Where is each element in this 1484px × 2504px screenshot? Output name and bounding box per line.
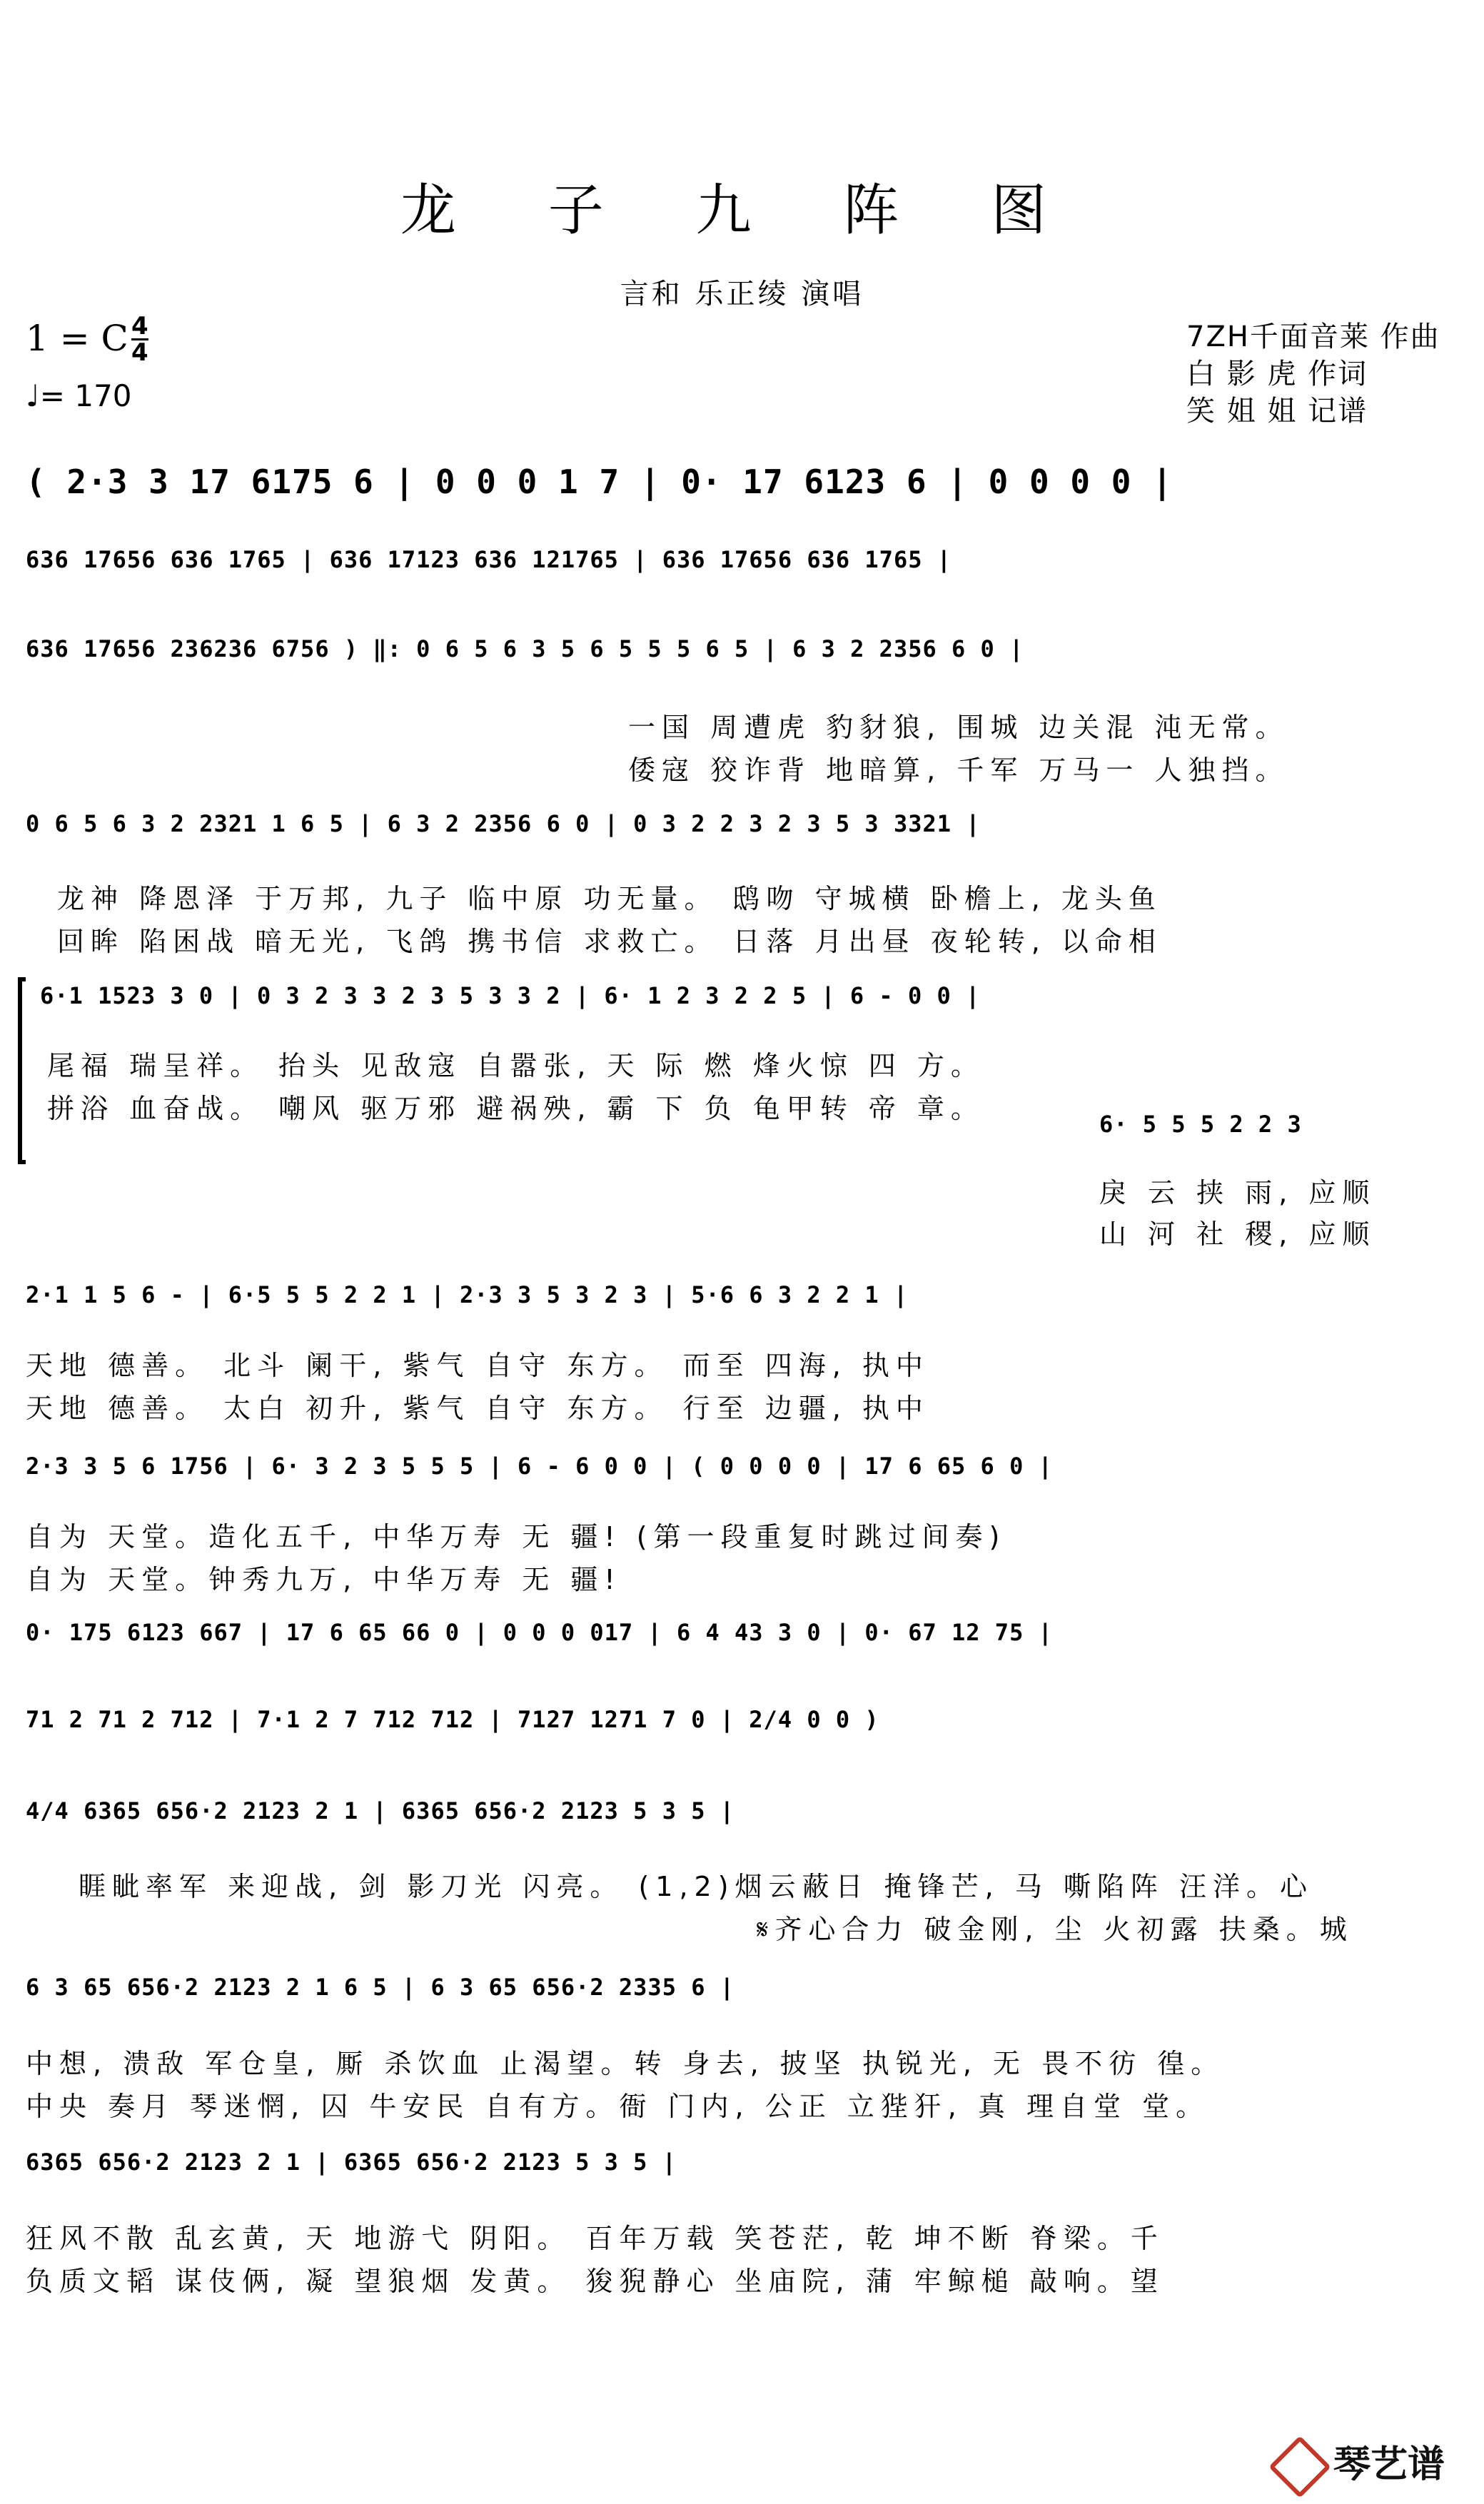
lyrics-row-8-verse-1: 自为 天堂。造化五千, 中华万寿 无 疆! (第一段重复时跳过间奏)	[26, 1521, 1006, 1553]
lyrics-row-6-verse-1: 戾 云 挟 雨, 应顺	[1099, 1177, 1376, 1208]
notation-row-9: 0· 175 6123 667 | 17 6 65 66 0 | 0 0 0 017 | 6 4 43 3 0 | 0· 67 12 75 |	[26, 1619, 1053, 1646]
lyrics-row-3-verse-1: 一国 周遭虎 豹豺狼, 围城 边关混 沌无常。	[628, 712, 1289, 743]
notation-row-5: 6·1 1523 3 0 | 0 3 2 3 3 2 3 5 3 3 2 | 6· 1 2 3 2 2 5 | 6 - 0 0 |	[40, 982, 981, 1009]
lyrics-row-5-verse-1: 尾福 瑞呈祥。 抬头 见敌寇 自嚣张, 天 际 燃 烽火惊 四 方。	[47, 1050, 984, 1081]
lyrics-row-4-verse-2: 回眸 陷困战 暗无光, 飞鸽 携书信 求救亡。 日落 月出昼 夜轮转, 以命相	[57, 926, 1162, 957]
notation-row-8: 2·3 3 5 6 1756 | 6· 3 2 3 5 5 5 | 6 - 6 0 0 | ( 0 0 0 0 | 17 6 65 6 0 |	[26, 1453, 1053, 1480]
singers: 言和 乐正绫 演唱	[620, 278, 864, 311]
logo-text: 琴艺谱	[1333, 2443, 1445, 2486]
time-signature-bottom: 4	[131, 338, 148, 367]
lyrics-row-5-verse-2: 拼浴 血奋战。 嘲风 驱万邪 避祸殃, 霸 下 负 龟甲转 帝 章。	[47, 1093, 984, 1124]
lyrics-row-6-verse-2: 山 河 社 稷, 应顺	[1099, 1218, 1376, 1250]
logo-icon	[1268, 2435, 1331, 2498]
lyrics-row-11-verse-2: 𝄋齐心合力 破金刚, 尘 火初露 扶桑。城	[757, 1914, 1353, 1945]
lyrics-row-7-verse-1: 天地 德善。 北斗 阑干, 紫气 自守 东方。 而至 四海, 执中	[26, 1350, 929, 1381]
time-signature	[131, 314, 148, 365]
lyrics-row-3-verse-2: 倭寇 狡诈背 地暗算, 千军 万马一 人独挡。	[628, 754, 1289, 786]
site-logo	[1278, 2434, 1445, 2489]
lyrics-row-12-verse-1: 中想, 溃敌 军仓皇, 厮 杀饮血 止渴望。转 身去, 披坚 执锐光, 无 畏不彷 徨。	[26, 2048, 1225, 2079]
key-signature: 1 = C	[26, 318, 128, 359]
notation-row-2: 636 17656 636 1765 | 636 17123 636 121765 | 636 17656 636 1765 |	[26, 546, 952, 573]
lyrics-row-12-verse-2: 中央 奏月 琴迷惘, 囚 牛安民 自有方。衙 门内, 公正 立狴犴, 真 理自堂 堂。	[26, 2091, 1210, 2122]
lyrics-row-7-verse-2: 天地 德善。 太白 初升, 紫气 自守 东方。 行至 边疆, 执中	[26, 1393, 929, 1424]
notation-row-11: 4/4 6365 656·2 2123 2 1 | 6365 656·2 2123 5 3 5 |	[26, 1797, 735, 1824]
tempo-marking: ♩= 170	[26, 378, 132, 413]
notation-row-6: 6· 5 5 5 2 2 3	[1099, 1111, 1302, 1138]
notation-row-10: 71 2 71 2 712 | 7·1 2 7 712 712 | 7127 1271 7 0 | 2/4 0 0 )	[26, 1706, 879, 1733]
notation-row-4: 0 6 5 6 3 2 2321 1 6 5 | 6 3 2 2356 6 0 | 0 3 2 2 3 2 3 5 3 3321 |	[26, 810, 981, 837]
lyrics-row-8-verse-2: 自为 天堂。钟秀九万, 中华万寿 无 疆!	[26, 1564, 622, 1595]
notation-row-12: 6 3 65 656·2 2123 2 1 6 5 | 6 3 65 656·2 2335 6 |	[26, 1974, 735, 2001]
notation-row-3: 636 17656 236236 6756 ) ‖: 0 6 5 6 3 5 6 5 5 5 6 5 | 6 3 2 2356 6 0 |	[26, 635, 1024, 662]
notation-row-1: ( 2·3 3 17 6175 6 | 0 0 0 1 7 | 0· 17 6123 6 | 0 0 0 0 |	[26, 463, 1173, 501]
notation-row-7: 2·1 1 5 6 - | 6·5 5 5 2 2 1 | 2·3 3 5 3 2 3 | 5·6 6 3 2 2 1 |	[26, 1281, 909, 1308]
lyrics-row-13-verse-1: 狂风不散 乱玄黄, 天 地游弋 阴阳。 百年万载 笑苍茫, 乾 坤不断 脊梁。千	[26, 2223, 1164, 2254]
credit-transcriber: 笑 姐 姐 记谱	[1186, 395, 1368, 428]
time-signature-top: 4	[131, 312, 148, 340]
credit-lyricist: 白 影 虎 作词	[1186, 358, 1368, 390]
lyrics-row-13-verse-2: 负质文韬 谋伎俩, 凝 望狼烟 发黄。 狻猊静心 坐庙院, 蒲 牢鲸槌 敲响。望	[26, 2266, 1164, 2297]
notation-row-13: 6365 656·2 2123 2 1 | 6365 656·2 2123 5 3 5 |	[26, 2149, 677, 2176]
song-title: 龙 子 九 阵 图	[400, 178, 1084, 243]
lyrics-row-11-verse-1: 睚眦率军 来迎战, 剑 影刀光 闪亮。 (1,2)烟云蔽日 掩锋芒, 马 嘶陷阵 汪洋。心	[79, 1871, 1313, 1902]
credit-composer: 7ZH千面音莱 作曲	[1186, 320, 1440, 353]
lyrics-row-4-verse-1: 龙神 降恩泽 于万邦, 九子 临中原 功无量。 鸱吻 守城横 卧檐上, 龙头鱼	[57, 883, 1162, 914]
